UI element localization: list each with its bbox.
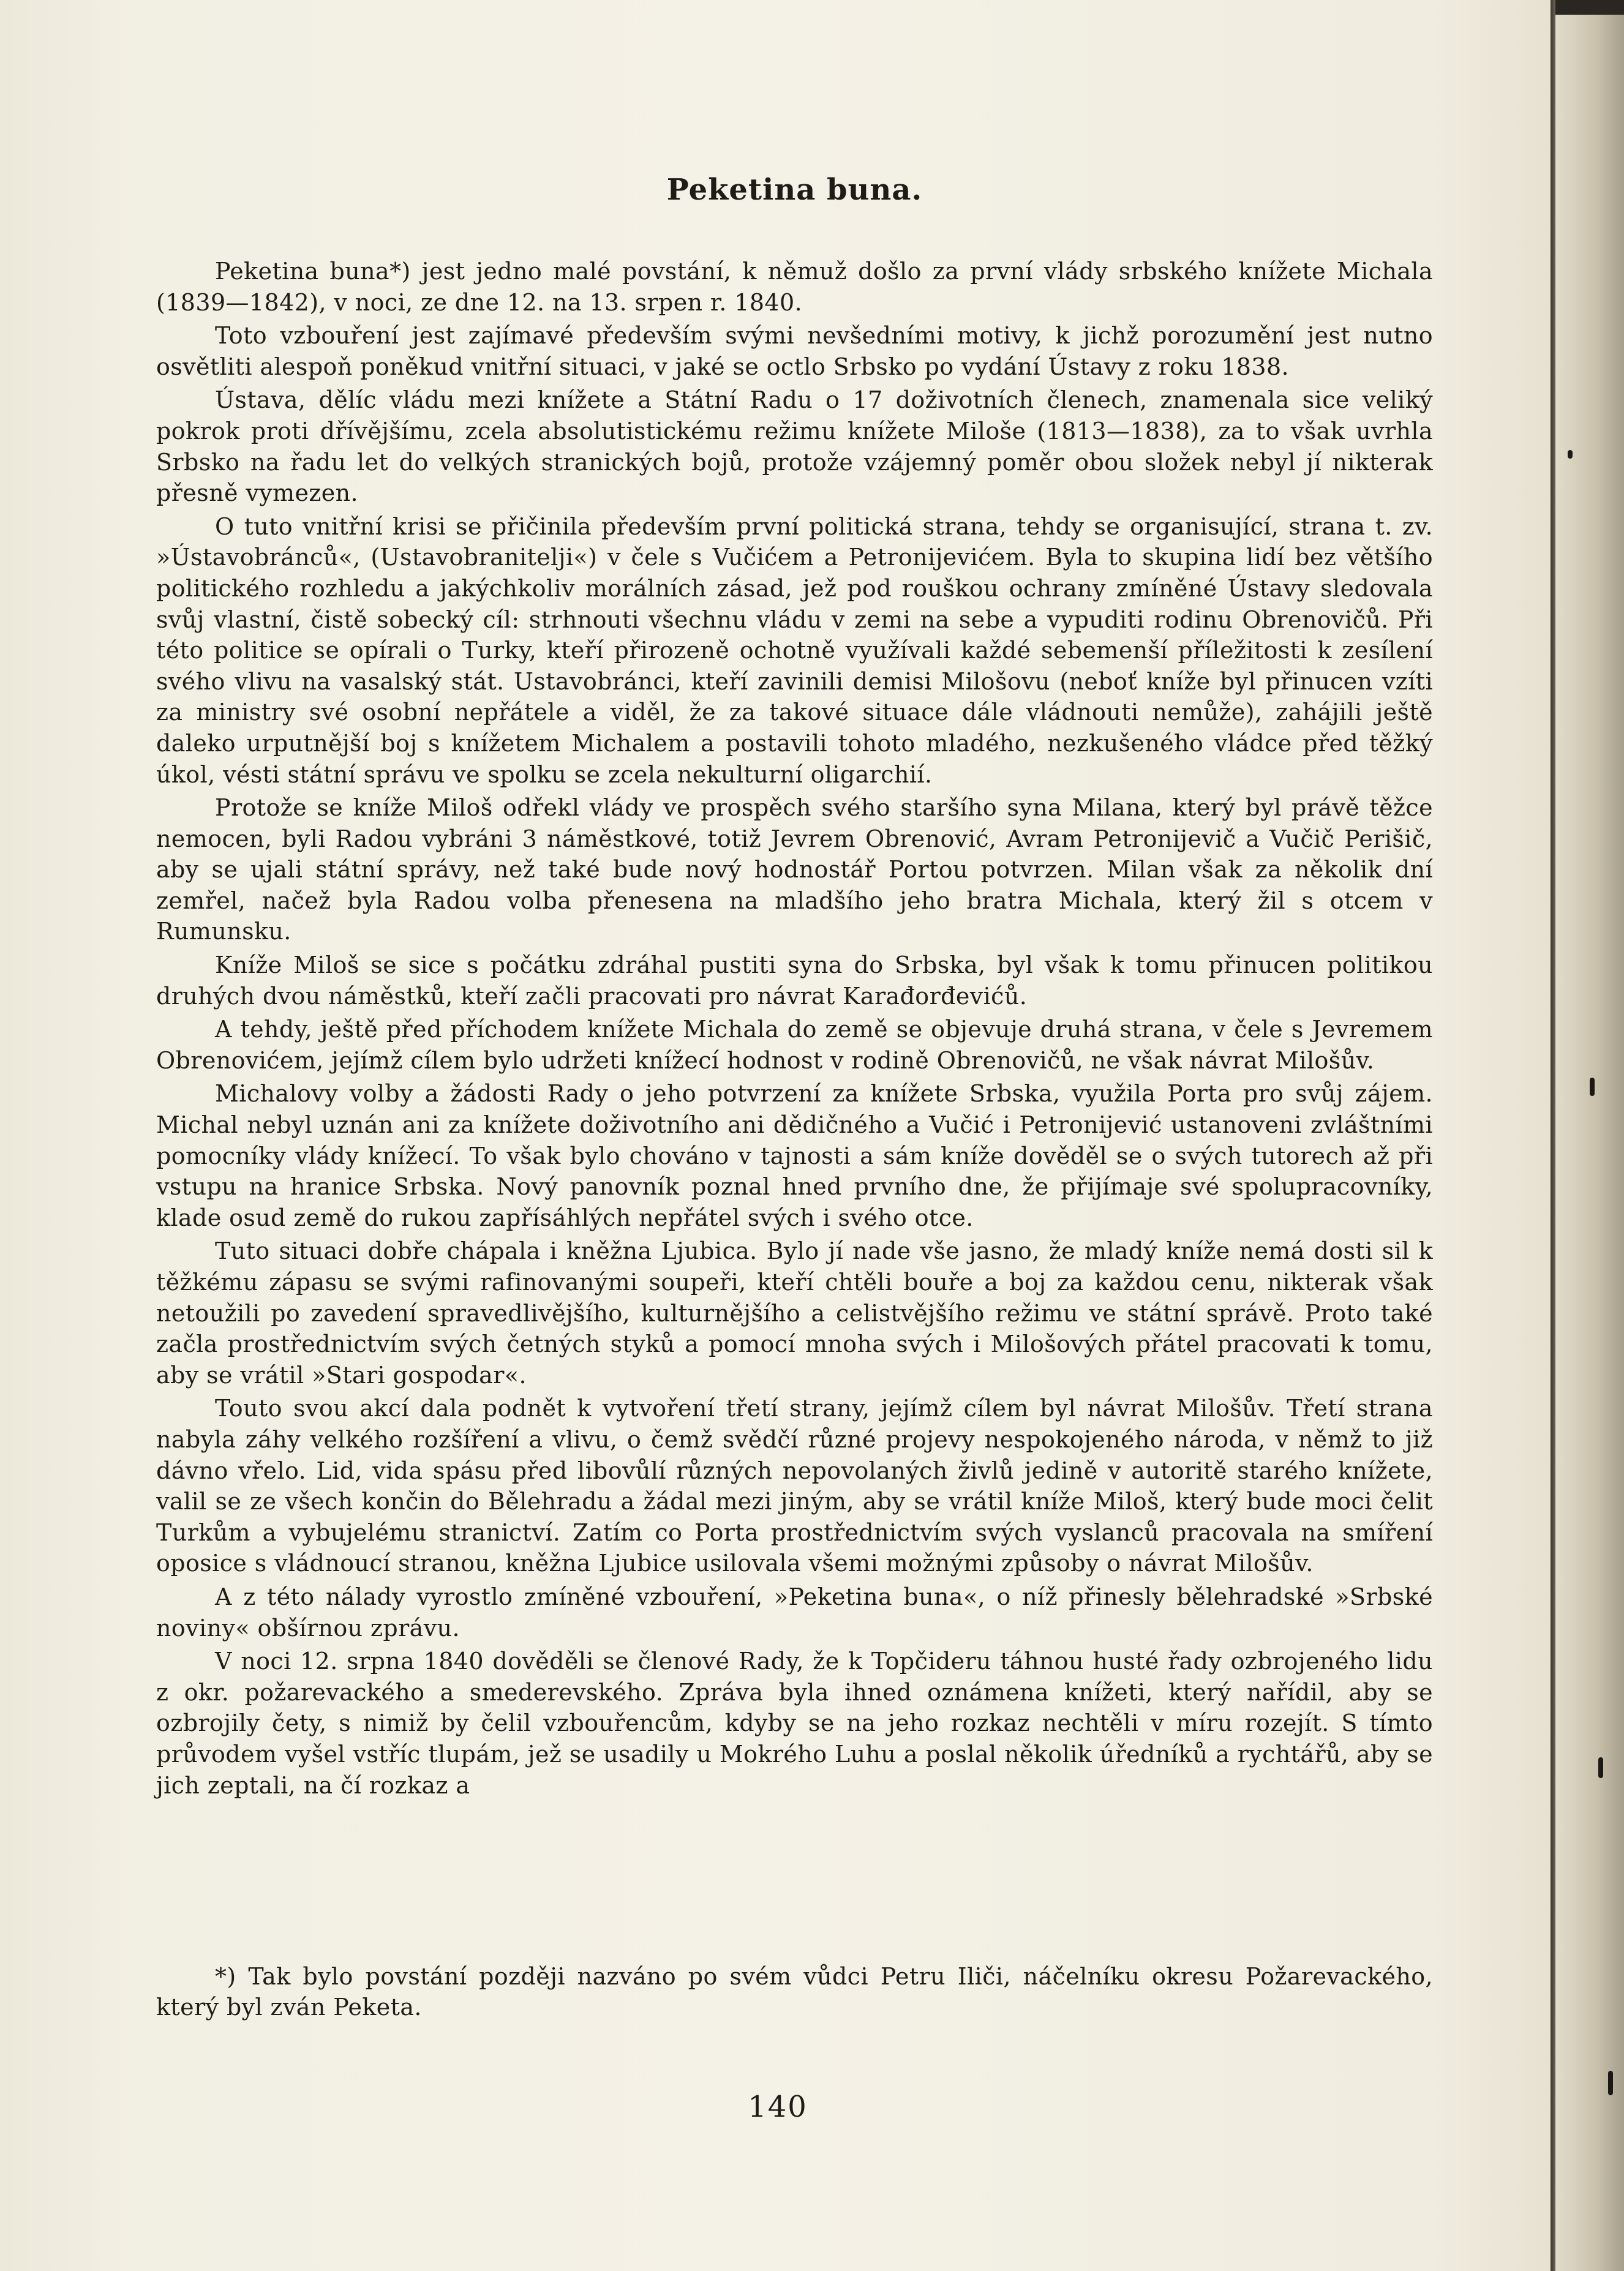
- paragraph: Touto svou akcí dala podnět k vytvoření třetí strany, jejímž cílem byl návrat Milošův. Třetí strana nabyla záhy velkého rozšíření a vlivu, o čemž svědčí různé projevy nespokojeného národa, v němž to již dávno vřelo. Lid, vida spásu před libovůlí různých nepovolaných živlů jedině v autoritě starého knížete, valil se ze všech končin do Bělehradu a žádal mezi jiným, aby se vrátil kníže Miloš, který bude moci čelit Turkům a vybujelému stranictví. Zatím co Porta prostřednictvím svých vyslanců pracovala na smíření oposice s vládnoucí stranou, kněžna Ljubice usilovala všemi možnými způsoby o návrat Milošův.: [156, 1395, 1433, 1577]
- paragraph: O tuto vnitřní krisi se přičinila především první politická strana, tehdy se organisující, strana t. zv. »Ústavobránců«, (Ustavobranitelji«) v čele s Vučićem a Petronijevićem. Byla to skupina lidí bez většího politického rozhledu a jakýchkoliv morálních zásad, jež pod rouškou ochrany zmíněné Ústavy sledovala svůj vlastní, čistě sobecký cíl: strhnouti všechnu vládu v zemi na sebe a vypuditi rodinu Obrenovičů. Při této politice se opírali o Turky, kteří přirozeně ochotně využívali každé sebemenší příležitosti k zesílení svého vlivu na vasalský stát. Ustavobránci, kteří zavinili demisi Milošovu (neboť kníže byl přinucen vzíti za ministry své osobní nepřátele a viděl, že za takové situace dále vládnouti nemůže), zahájili ještě daleko urputnější boj s knížetem Michalem a postavili tohoto mladého, nezkušeného vládce před těžký úkol, vésti státní správu ve spolku se zcela nekulturní oligarchií.: [156, 512, 1433, 788]
- article: [156, 173, 1433, 1801]
- margin-mark: [1568, 450, 1573, 459]
- margin-mark: [1608, 2071, 1613, 2095]
- paragraph: A z této nálady vyrostlo zmíněné vzbouření, »Peketina buna«, o níž přinesly bělehradské »Srbské noviny« obšírnou zprávu.: [156, 1583, 1433, 1642]
- paragraph: Kníže Miloš se sice s počátku zdráhal pustiti syna do Srbska, byl však k tomu přinucen politikou druhých dvou náměstků, kteří začli pracovati pro návrat Karađorđevićů.: [156, 952, 1433, 1010]
- footnote: *) Tak bylo povstání později nazváno po svém vůdci Petru Iliči, náčelníku okresu Požarevackého, který byl zván Peketa.: [156, 1963, 1433, 2021]
- paragraph: V noci 12. srpna 1840 dověděli se členové Rady, že k Topčideru táhnou husté řady ozbrojeného lidu z okr. požarevackého a smederevského. Zpráva byla ihned oznámena knížeti, který nařídil, aby se ozbrojily čety, s nimiž by čelil vzbouřencům, kdyby se na jeho rozkaz nechtěli v míru rozejít. S tímto průvodem vyšel vstříc tlupám, jež se usadily u Mokrého Luhu a poslal několik úředníků a rychtářů, aby se jich zeptali, na čí rozkaz a: [156, 1648, 1433, 1799]
- page-number: 140: [748, 2090, 808, 2124]
- paragraph: Toto vzbouření jest zajímavé především svými nevšedními motivy, k jichž porozumění jest nutno osvětliti alespoň poněkud vnitřní situaci, v jaké se octlo Srbsko po vydání Ústavy z roku 1838.: [156, 322, 1433, 380]
- adjacent-page-edge: [1555, 0, 1624, 2271]
- paragraph: Ústava, dělíc vládu mezi knížete a Státní Radu o 17 doživotních členech, znamenala sice veliký pokrok proti dřívějšímu, zcela absolutistickému režimu knížete Miloše (1813—1838), za to však uvrhla Srbsko na řadu let do velkých stranických bojů, protože vzájemný poměr obou složek nebyl jí nikterak přesně vymezen.: [156, 386, 1433, 507]
- paragraph: Peketina buna*) jest jedno malé povstání, k němuž došlo za první vlády srbského knížete Michala (1839—1842), v noci, ze dne 12. na 13. srpen r. 1840.: [156, 258, 1433, 316]
- paragraph: Michalovy volby a žádosti Rady o jeho potvrzení za knížete Srbska, využila Porta pro svůj zájem. Michal nebyl uznán ani za knížete doživotního ani dědičného a Vučić i Petronijević ustanoveni zvláštními pomocníky vlády knížecí. To však bylo chováno v tajnosti a sám kníže dověděl se o svých tutorech až při vstupu na hranice Srbska. Nový panovník poznal hned prvního dne, že přijímaje své spolupracovníky, klade osud země do rukou zapřísáhlých nepřátel svých i svého otce.: [156, 1080, 1433, 1231]
- page-title: Peketina buna.: [666, 173, 923, 207]
- binding-corner: [1555, 0, 1624, 15]
- paragraph: Protože se kníže Miloš odřekl vlády ve prospěch svého staršího syna Milana, který byl právě těžce nemocen, byli Radou vybráni 3 náměstkové, totiž Jevrem Obrenović, Avram Petronijevič a Vučič Perišič, aby se ujali státní správy, než také bude nový hodnostář Portou potvrzen. Milan však za několik dní zemřel, načež byla Radou volba přenesena na mladšího jeho bratra Michala, který žil s otcem v Rumunsku.: [156, 794, 1433, 945]
- page-edge-shadow: [1551, 0, 1555, 2271]
- margin-mark: [1598, 1757, 1603, 1778]
- paragraph: A tehdy, ještě před příchodem knížete Michala do země se objevuje druhá strana, v čele s Jevremem Obrenovićem, jejímž cílem bylo udržeti knížecí hodnost v rodině Obrenovičů, ne však návrat Milošův.: [156, 1016, 1433, 1074]
- paragraph: Tuto situaci dobře chápala i kněžna Ljubica. Bylo jí nade vše jasno, že mladý kníže nemá dosti sil k těžkému zápasu se svými rafinovanými soupeři, kteří chtěli bouře a boj za každou cenu, nikterak však netoužili po zavedení spravedlivějšího, kulturnějšího a celistvějšího režimu ve státní správě. Proto také začla prostřednictvím svých četných styků a pomocí mnoha svých i Milošových přátel pracovati k tomu, aby se vrátil »Stari gospodar«.: [156, 1237, 1433, 1389]
- margin-mark: [1590, 1078, 1595, 1096]
